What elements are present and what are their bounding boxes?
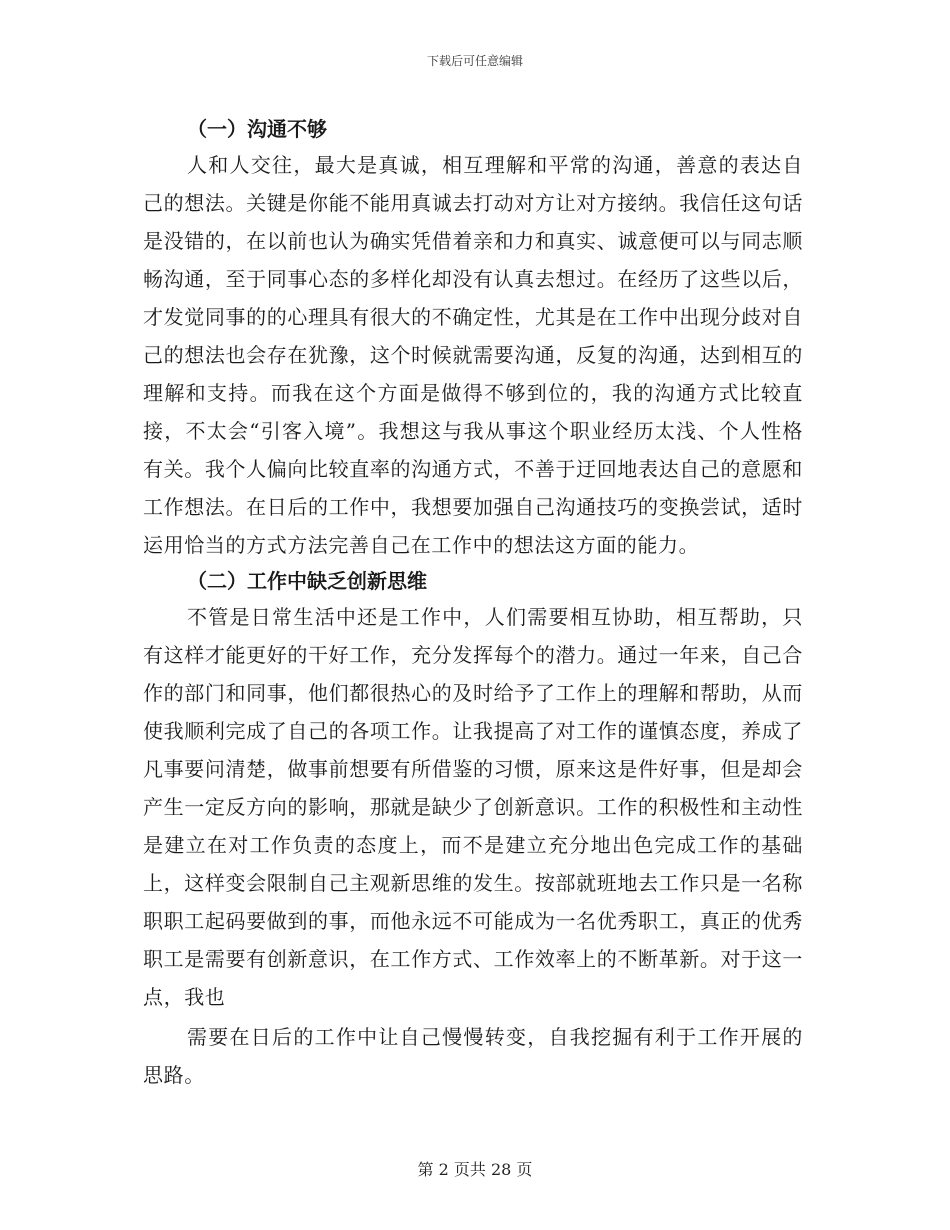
page-number: 第 2 页共 28 页 <box>417 1160 533 1179</box>
section-heading-communication: （一）沟通不够 <box>187 117 327 141</box>
page-header-note: 下载后可任意编辑 <box>426 54 523 68</box>
paragraph-innovation: 不管是日常生活中还是工作中，人们需要相互协助，相互帮助，只有这样才能更好的干好工作，充分发挥每个的潜力。通过一年来，自己合作的部门和同事，他们都很热心的及时给予了工作上的理解和帮助，从而使我顺利完成了自己的各项工作。让我提高了对工作的谨慎态度，养成了凡事要问清楚，做事前想要有所借鉴的习惯，原来这是件好事，但是却会产生一定反方向的影响，那就是缺少了创新意识。工作的积极性和主动性是建立在对工作负责的态度上，而不是建立充分地出色完成工作的基础上，这样变会限制自己主观新思维的发生。按部就班地去工作只是一名称职职工起码要做到的事，而他永远不可能成为一名优秀职工，真正的优秀职工是需要有创新意识，在工作方式、工作效率上的不断革新。对于这一点，我也 <box>143 605 803 1009</box>
section-heading-innovation: （二）工作中缺乏创新思维 <box>187 569 427 593</box>
paragraph-innovation-continued: 需要在日后的工作中让自己慢慢转变，自我挖掘有利于工作开展的思路。 <box>143 1025 803 1087</box>
paragraph-communication: 人和人交往，最大是真诚，相互理解和平常的沟通，善意的表达自己的想法。关键是你能不能用真诚去打动对方让对方接纳。我信任这句话是没错的，在以前也认为确实凭借着亲和力和真实、诚意便可以与同志顺畅沟通，至于同事心态的多样化却没有认真去想过。在经历了这些以后，才发觉同事的的心理具有很大的不确定性，尤其是在工作中出现分歧对自己的想法也会存在犹豫，这个时候就需要沟通，反复的沟通，达到相互的理解和支持。而我在这个方面是做得不够到位的，我的沟通方式比较直接，不太会“引客入境”。我想这与我从事这个职业经历太浅、个人性格有关。我个人偏向比较直率的沟通方式，不善于迂回地表达自己的意愿和工作想法。在日后的工作中，我想要加强自己沟通技巧的变换尝试，适时运用恰当的方式方法完善自己在工作中的想法这方面的能力。 <box>143 153 803 557</box>
document-body <box>143 112 803 1094</box>
